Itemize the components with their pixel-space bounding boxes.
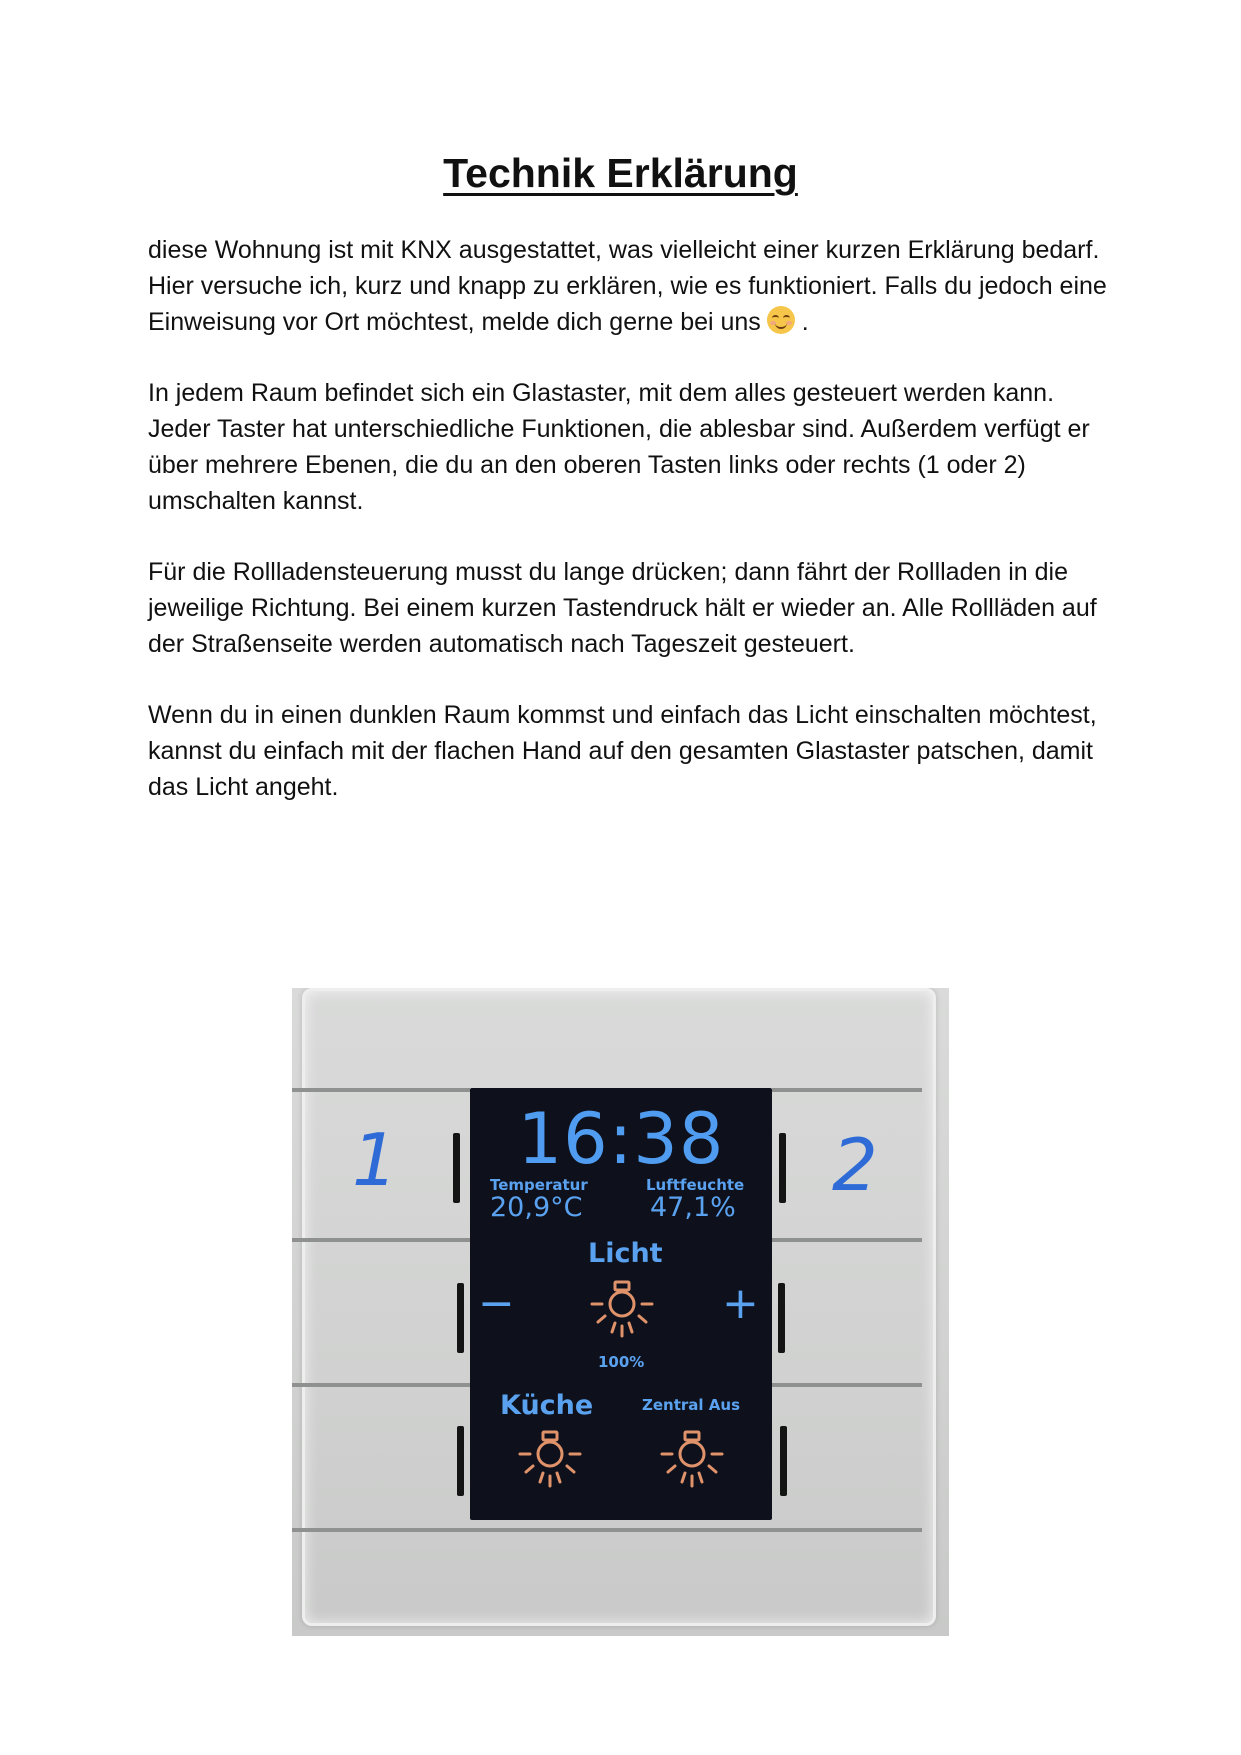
- humidity-value: 47,1%: [650, 1192, 736, 1223]
- kitchen-bulb-icon[interactable]: [514, 1428, 586, 1494]
- button-groove: [292, 1238, 470, 1242]
- button-indicator: [778, 1283, 785, 1353]
- button-indicator: [457, 1283, 464, 1353]
- temperature-label: Temperatur: [490, 1176, 588, 1194]
- button-groove: [292, 1528, 922, 1532]
- paragraph-shutters: Für die Rollladensteuerung musst du lange drücken; dann fährt der Rollladen in die jeweilige Richtung. Bei einem kurzen Tastendruck hält er wieder an. Alle Rollläden auf der Straßenseite werden automatisch nach Tageszeit gesteuert.: [148, 558, 1097, 658]
- switch-display: [470, 1088, 772, 1520]
- handwritten-label-1: 1: [352, 1118, 398, 1202]
- button-indicator: [453, 1133, 460, 1203]
- button-indicator: [457, 1426, 464, 1496]
- button-groove: [292, 1088, 470, 1092]
- central-off-bulb-icon[interactable]: [656, 1428, 728, 1494]
- body-text: [148, 232, 1108, 840]
- paragraph-intro: [148, 232, 1108, 340]
- display-time: 16:38: [517, 1098, 725, 1180]
- button-groove: [772, 1383, 922, 1387]
- dim-up-button[interactable]: +: [722, 1278, 759, 1329]
- button-groove: [772, 1088, 922, 1092]
- paragraph-glass-switch: In jedem Raum befindet sich ein Glastaster, mit dem alles gesteuert werden kann. Jeder Taster hat unterschiedliche Funktionen, die ablesbar sind. Außerdem verfügt er über mehrere Ebenen, die du an den oberen Tasten links oder rechts (1 oder 2) umschalten kannst.: [148, 379, 1090, 515]
- paragraph-light-tap: Wenn du in einen dunklen Raum kommst und einfach das Licht einschalten möchtest, kannst du einfach mit der flachen Hand auf den gesamten Glastaster patschen, damit das Licht angeht.: [148, 701, 1097, 801]
- kitchen-label[interactable]: Küche: [500, 1390, 594, 1421]
- smiley-emoji-icon: [767, 306, 795, 334]
- dim-level: 100%: [598, 1353, 645, 1371]
- paragraph-intro-end: .: [801, 308, 809, 336]
- light-bulb-icon[interactable]: [586, 1278, 658, 1344]
- button-indicator: [779, 1133, 786, 1203]
- central-off-label[interactable]: Zentral Aus: [642, 1396, 740, 1414]
- button-groove: [292, 1383, 470, 1387]
- paragraph-intro-text: diese Wohnung ist mit KNX ausgestattet, was vielleicht einer kurzen Erklärung bedarf. Hier versuche ich, kurz und knapp zu erklären, wie es funktioniert. Falls du jedoch eine Einweisung vor Ort möchtest, melde dich gerne bei uns: [148, 236, 1107, 336]
- button-indicator: [780, 1426, 787, 1496]
- light-label: Licht: [588, 1238, 663, 1269]
- temperature-value: 20,9°C: [490, 1192, 583, 1223]
- dim-down-button[interactable]: −: [478, 1278, 515, 1329]
- glass-switch-photo: [292, 988, 949, 1636]
- page-title: Technik Erklärung: [443, 150, 798, 196]
- humidity-label: Luftfeuchte: [646, 1176, 745, 1194]
- handwritten-label-2: 2: [832, 1123, 878, 1207]
- button-groove: [772, 1238, 922, 1242]
